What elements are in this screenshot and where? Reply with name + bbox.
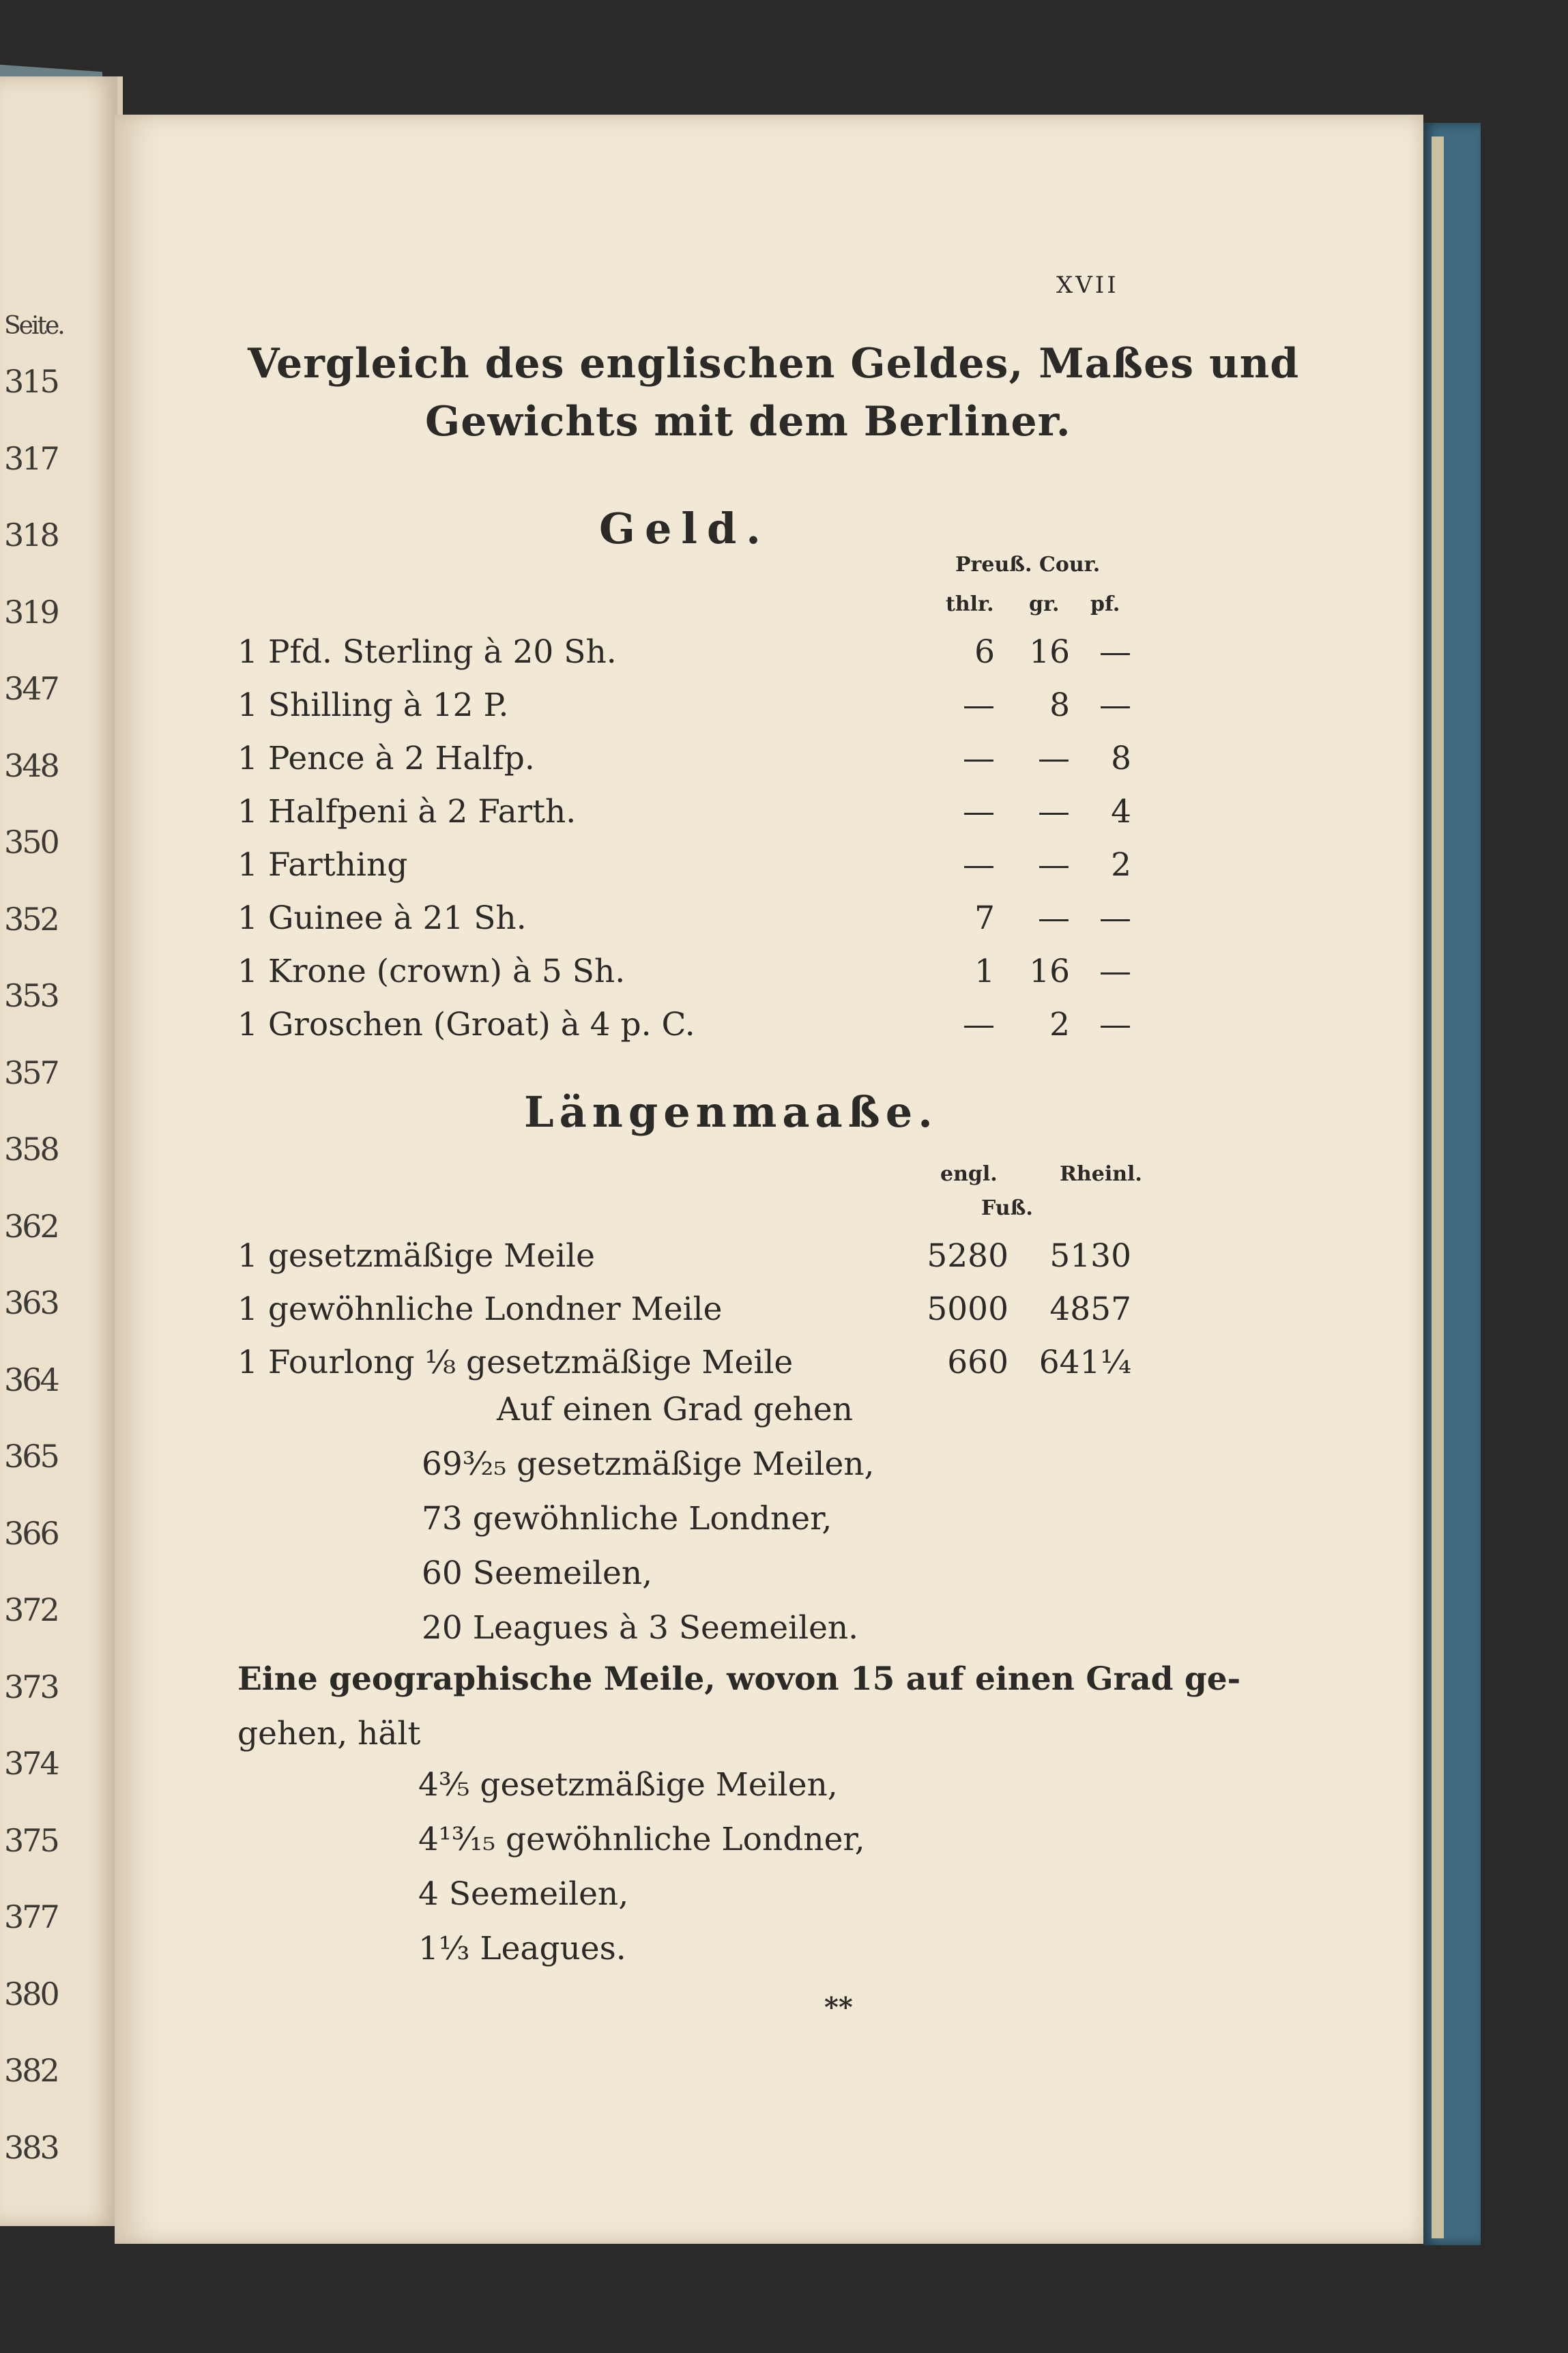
length-row-rheinl: 641¼ [1039, 1344, 1131, 1381]
money-row-pf: 2 [1111, 846, 1131, 884]
money-row-thlr: — [963, 740, 995, 777]
money-row-pf: 4 [1111, 793, 1131, 831]
money-row-desc: 1 Groschen (Groat) à 4 p. C. [237, 1006, 695, 1043]
money-heading: Geld. [599, 504, 770, 553]
money-unit-gr: gr. [1029, 592, 1060, 616]
title-line-1: Vergleich des englischen Geldes, Maßes und [248, 340, 1300, 388]
length-heading: Längenmaaße. [524, 1087, 938, 1137]
money-row-desc: 1 Halfpeni à 2 Farth. [237, 793, 577, 831]
length-row-engl: 5280 [927, 1237, 1008, 1275]
geo-line-2: gehen, hält [237, 1715, 421, 1752]
left-page-number: 317 [4, 439, 58, 477]
money-row-gr: — [1038, 846, 1070, 884]
money-row-thlr: 1 [974, 953, 995, 990]
signature-mark: ** [824, 1991, 853, 2023]
degree-item-3: 60 Seemeilen, [422, 1555, 653, 1592]
money-row-desc: 1 Pfd. Sterling à 20 Sh. [237, 633, 617, 671]
money-row-gr: — [1038, 740, 1070, 777]
money-row-gr: 16 [1029, 633, 1070, 671]
left-page-number: 347 [4, 670, 58, 707]
money-row-pf: — [1099, 899, 1131, 937]
length-row-desc: 1 Fourlong ⅛ gesetzmäßige Meile [237, 1344, 794, 1381]
left-page-number: 382 [4, 2052, 58, 2089]
degree-item-2: 73 gewöhnliche Londner, [422, 1500, 832, 1538]
degree-intro: Auf einen Grad gehen [497, 1391, 854, 1428]
left-page-number: 315 [4, 363, 58, 400]
money-unit-pf: pf. [1090, 592, 1120, 616]
left-page-number: 364 [4, 1361, 58, 1398]
money-row-pf: — [1099, 633, 1131, 671]
left-page-number: 348 [4, 747, 58, 784]
length-col-unit: Fuß. [981, 1196, 1033, 1220]
left-page-number: 374 [4, 1745, 58, 1782]
money-row-thlr: 7 [974, 899, 995, 937]
left-page-number: 383 [4, 2128, 58, 2166]
money-row-pf: — [1099, 687, 1131, 724]
geo-item-2: 4¹³⁄₁₅ gewöhnliche Londner, [418, 1821, 865, 1858]
money-row-pf: — [1099, 953, 1131, 990]
money-row-pf: 8 [1111, 740, 1131, 777]
money-row-desc: 1 Krone (crown) à 5 Sh. [237, 953, 626, 990]
left-page-number: 363 [4, 1284, 58, 1321]
left-page-number: 380 [4, 1975, 58, 2012]
page-number: XVII [1056, 272, 1119, 299]
left-page-number: 377 [4, 1899, 58, 1935]
money-row-gr: — [1038, 793, 1070, 831]
left-page-header: Seite. [4, 312, 63, 340]
left-page-number: 353 [4, 977, 58, 1014]
left-facing-page [0, 76, 123, 2226]
degree-item-1: 69³⁄₂₅ gesetzmäßige Meilen, [422, 1445, 875, 1483]
left-page-number: 362 [4, 1207, 58, 1245]
money-row-thlr: — [963, 793, 995, 831]
geo-item-1: 4³⁄₅ gesetzmäßige Meilen, [418, 1766, 838, 1804]
left-page-number: 352 [4, 900, 58, 938]
degree-item-4: 20 Leagues à 3 Seemeilen. [422, 1609, 859, 1647]
money-row-gr: 2 [1049, 1006, 1070, 1043]
left-page-number: 375 [4, 1821, 58, 1859]
book-page [115, 115, 1423, 2244]
money-row-thlr: — [963, 687, 995, 724]
money-row-desc: 1 Farthing [237, 846, 408, 884]
geo-item-4: 1⅓ Leagues. [418, 1930, 626, 1967]
length-row-rheinl: 5130 [1049, 1237, 1131, 1275]
left-page-number: 357 [4, 1054, 58, 1091]
geo-line-1: Eine geographische Meile, wovon 15 auf einen Grad ge- [237, 1660, 1241, 1698]
length-row-desc: 1 gewöhnliche Londner Meile [237, 1290, 723, 1328]
money-row-thlr: — [963, 1006, 995, 1043]
money-row-gr: 16 [1029, 953, 1070, 990]
money-row-desc: 1 Guinee à 21 Sh. [237, 899, 527, 937]
left-page-number: 318 [4, 517, 58, 553]
left-page-number: 358 [4, 1131, 58, 1168]
money-row-thlr: — [963, 846, 995, 884]
money-row-gr: 8 [1049, 687, 1070, 724]
length-row-rheinl: 4857 [1049, 1290, 1131, 1328]
geo-item-3: 4 Seemeilen, [418, 1875, 629, 1913]
money-unit-thlr: thlr. [946, 592, 994, 616]
title-line-2: Gewichts mit dem Berliner. [425, 398, 1071, 446]
left-page-number: 372 [4, 1591, 58, 1628]
length-col-rheinl: Rheinl. [1060, 1162, 1142, 1186]
length-row-engl: 5000 [927, 1290, 1008, 1328]
money-col-header: Preuß. Cour. [955, 553, 1101, 577]
money-row-desc: 1 Shilling à 12 P. [237, 687, 509, 724]
money-row-thlr: 6 [974, 633, 995, 671]
length-row-engl: 660 [947, 1344, 1008, 1381]
length-row-desc: 1 gesetzmäßige Meile [237, 1237, 595, 1275]
page-block-edge [1432, 136, 1444, 2238]
length-col-engl: engl. [940, 1162, 998, 1186]
left-page-number: 319 [4, 593, 58, 631]
money-row-pf: — [1099, 1006, 1131, 1043]
left-page-number: 350 [4, 824, 58, 861]
left-page-number: 373 [4, 1668, 58, 1705]
money-row-gr: — [1038, 899, 1070, 937]
left-page-number: 365 [4, 1438, 58, 1475]
money-row-desc: 1 Pence à 2 Halfp. [237, 740, 535, 777]
left-page-number: 366 [4, 1514, 58, 1552]
